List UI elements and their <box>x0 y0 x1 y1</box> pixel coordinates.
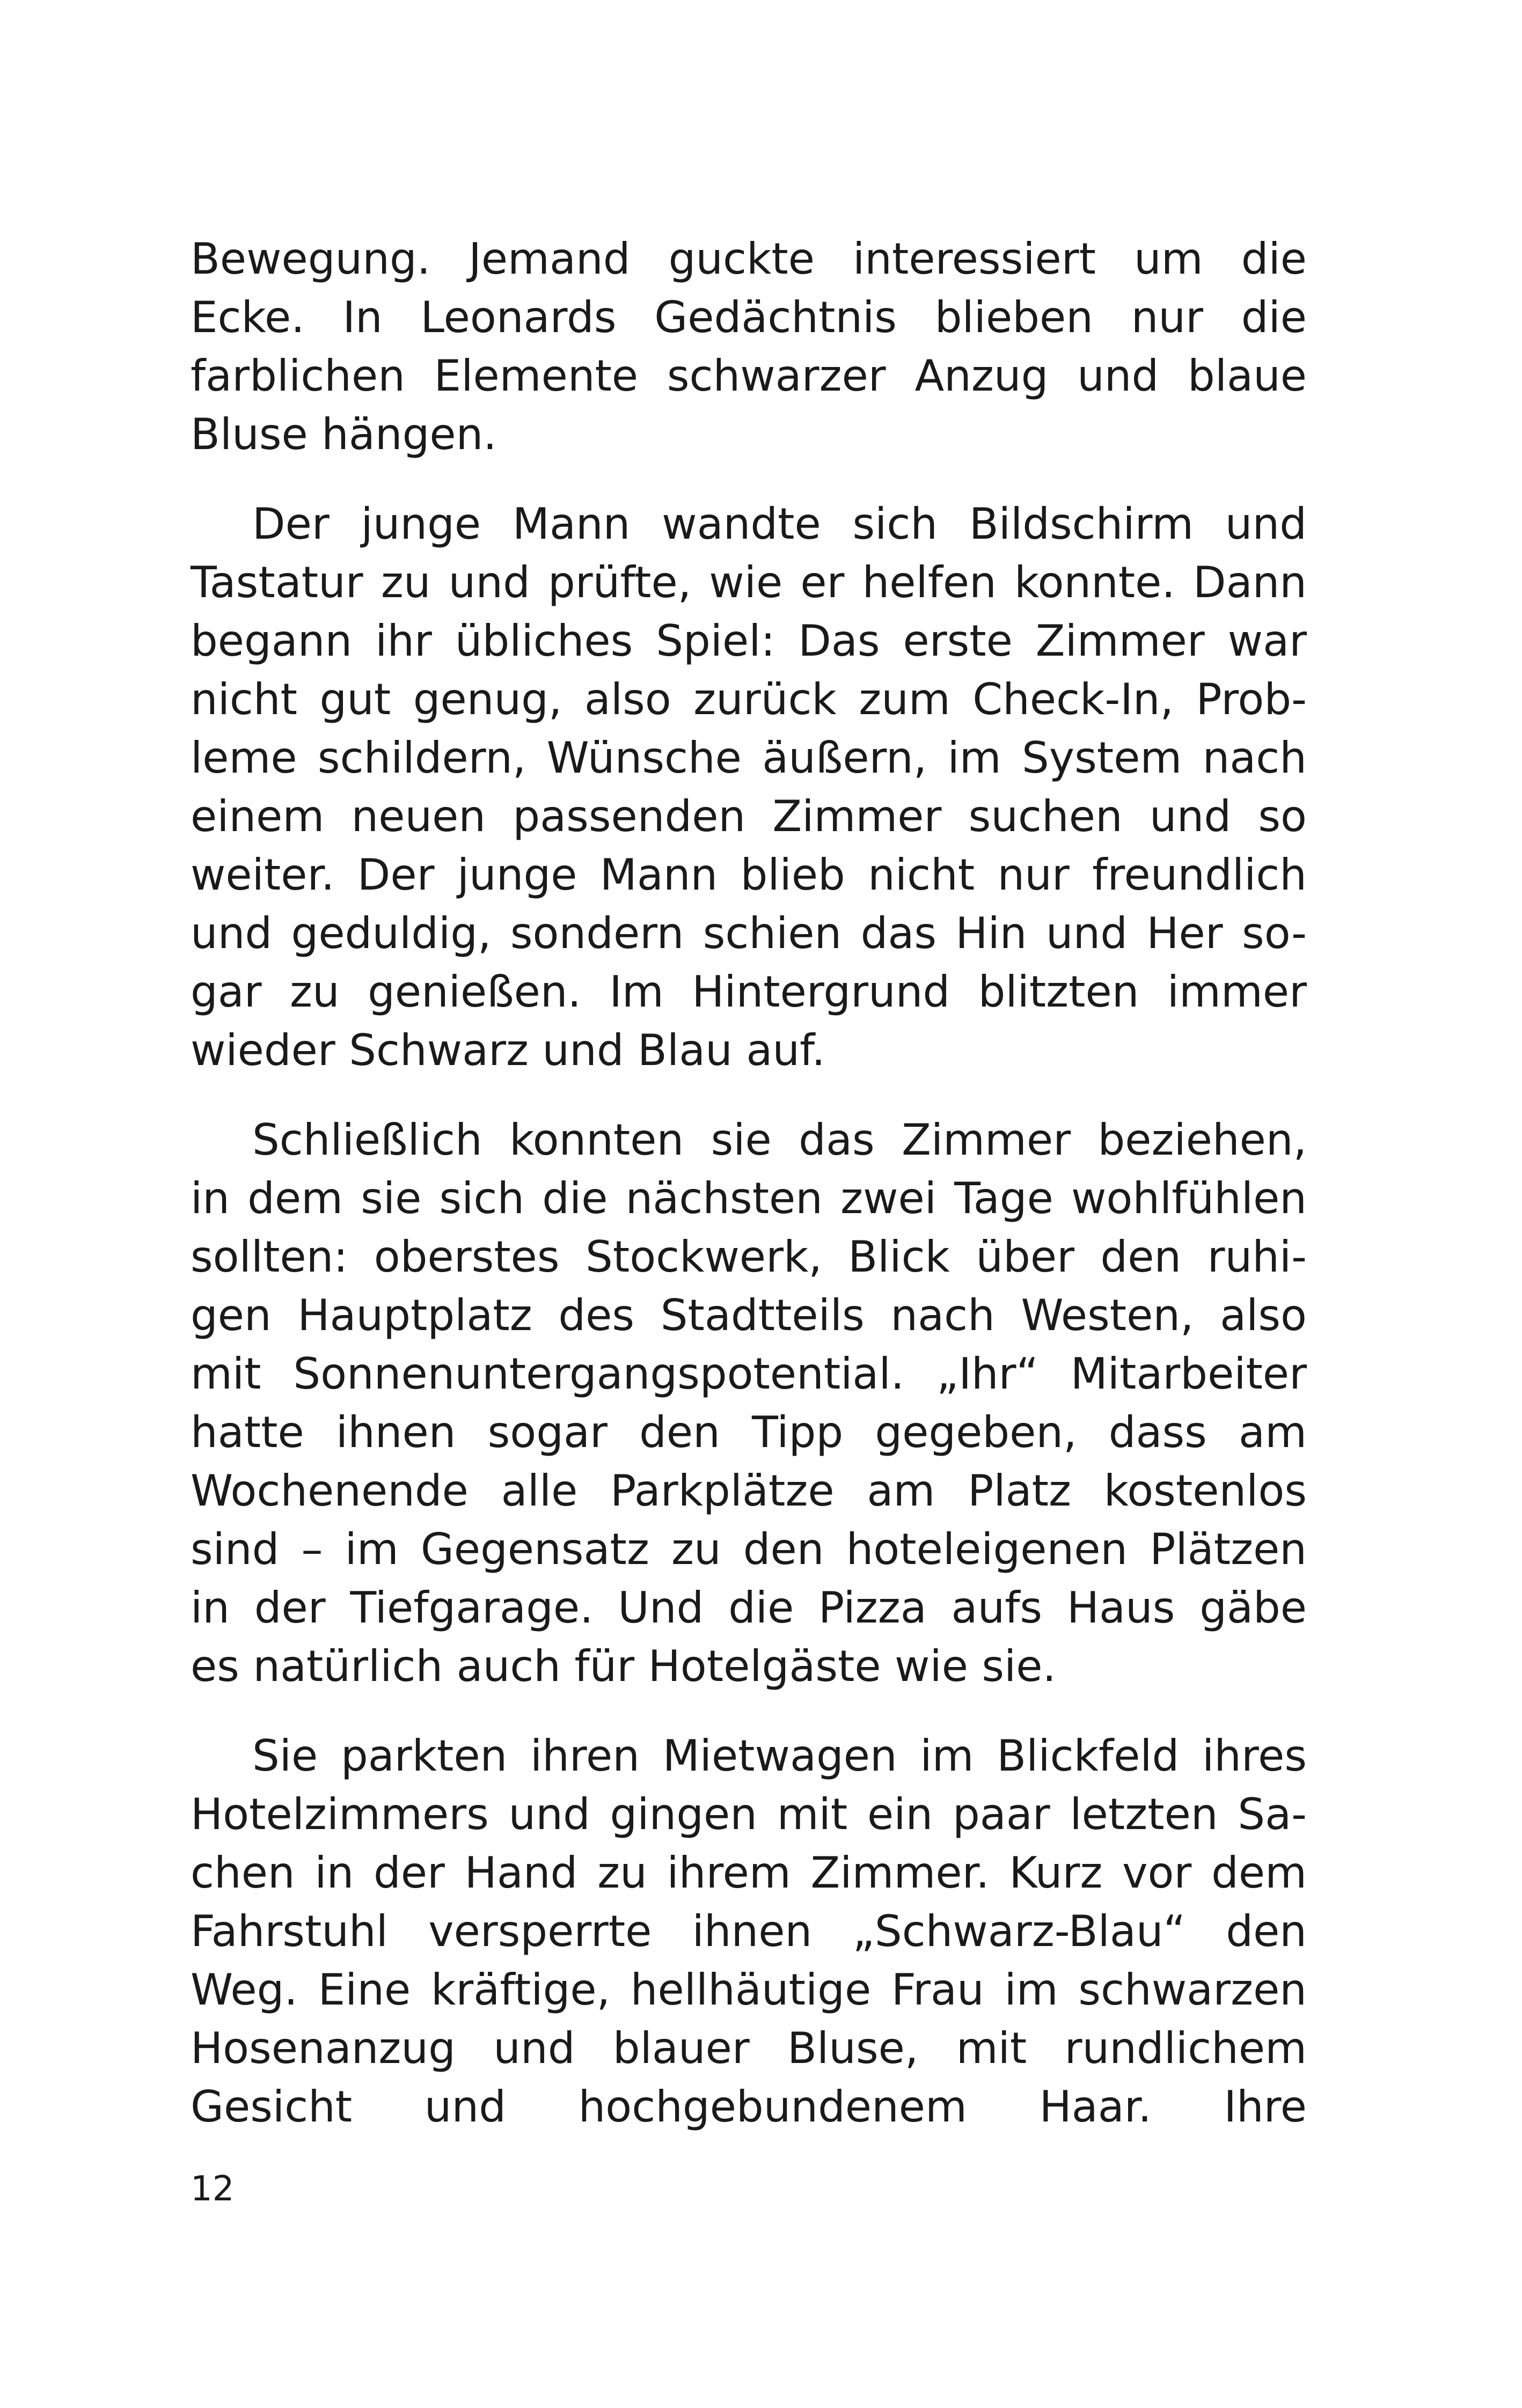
text-line: Weg. Eine kräftige, hellhäutige Frau im schwarzen <box>191 1965 1307 2015</box>
text-line: in dem sie sich die nächsten zwei Tage wohlfühlen <box>191 1173 1307 1223</box>
text-line: farblichen Elemente schwarzer Anzug und blaue <box>191 351 1307 401</box>
text-line: Bluse hängen. <box>191 409 497 459</box>
text-line: Wochenende alle Parkplätze am Platz kostenlos <box>191 1466 1307 1516</box>
paragraph-3 <box>191 1111 1307 1695</box>
text-line: chen in der Hand zu ihrem Zimmer. Kurz vor dem <box>191 1848 1307 1898</box>
text-line: mit Sonnenuntergangspotential. „Ihr“ Mitarbeiter <box>191 1349 1307 1399</box>
text-line: Bewegung. Jemand guckte interessiert um die <box>191 234 1307 284</box>
page-number: 12 <box>191 2169 235 2209</box>
text-line: Ecke. In Leonards Gedächtnis blieben nur die <box>191 292 1307 342</box>
text-line: Schließlich konnten sie das Zimmer beziehen, <box>252 1115 1307 1165</box>
paragraph-1 <box>191 230 1307 464</box>
text-line: Hosenanzug und blauer Bluse, mit rundlichem <box>191 2023 1307 2073</box>
text-line: hatte ihnen sogar den Tipp gegeben, dass am <box>191 1407 1307 1457</box>
text-line: nicht gut genug, also zurück zum Check-In, Prob- <box>191 674 1307 724</box>
text-line: Gesicht und hochgebundenem Haar. Ihre <box>191 2082 1307 2132</box>
paragraph-2 <box>191 495 1307 1080</box>
text-line: wieder Schwarz und Blau auf. <box>191 1025 825 1075</box>
text-line: Tastatur zu und prüfte, wie er helfen konnte. Dann <box>191 557 1307 607</box>
text-line: Sie parkten ihren Mietwagen im Blickfeld ihres <box>252 1731 1307 1781</box>
text-line: und geduldig, sondern schien das Hin und Her so- <box>191 908 1307 958</box>
text-line: sind – im Gegensatz zu den hoteleigenen Plätzen <box>191 1524 1307 1574</box>
text-line: Hotelzimmers und gingen mit ein paar letzten Sa- <box>191 1789 1307 1839</box>
text-line: weiter. Der junge Mann blieb nicht nur freundlich <box>191 850 1307 900</box>
text-line: leme schildern, Wünsche äußern, im System nach <box>191 733 1307 783</box>
text-line: es natürlich auch für Hotelgäste wie sie. <box>191 1641 1056 1691</box>
text-line: einem neuen passenden Zimmer suchen und so <box>191 791 1307 841</box>
text-line: Fahrstuhl versperrte ihnen „Schwarz-Blau“ den <box>191 1906 1307 1956</box>
body-text <box>191 230 1307 2167</box>
paragraph-4 <box>191 1727 1307 2136</box>
text-line: Der junge Mann wandte sich Bildschirm und <box>252 499 1307 549</box>
text-line: sollten: oberstes Stockwerk, Blick über den ruhi- <box>191 1232 1307 1282</box>
text-line: gar zu genießen. Im Hintergrund blitzten immer <box>191 967 1307 1017</box>
text-line: begann ihr übliches Spiel: Das erste Zimmer war <box>191 616 1307 666</box>
text-line: gen Hauptplatz des Stadtteils nach Westen, also <box>191 1290 1307 1340</box>
text-line: in der Tiefgarage. Und die Pizza aufs Haus gäbe <box>191 1583 1307 1633</box>
